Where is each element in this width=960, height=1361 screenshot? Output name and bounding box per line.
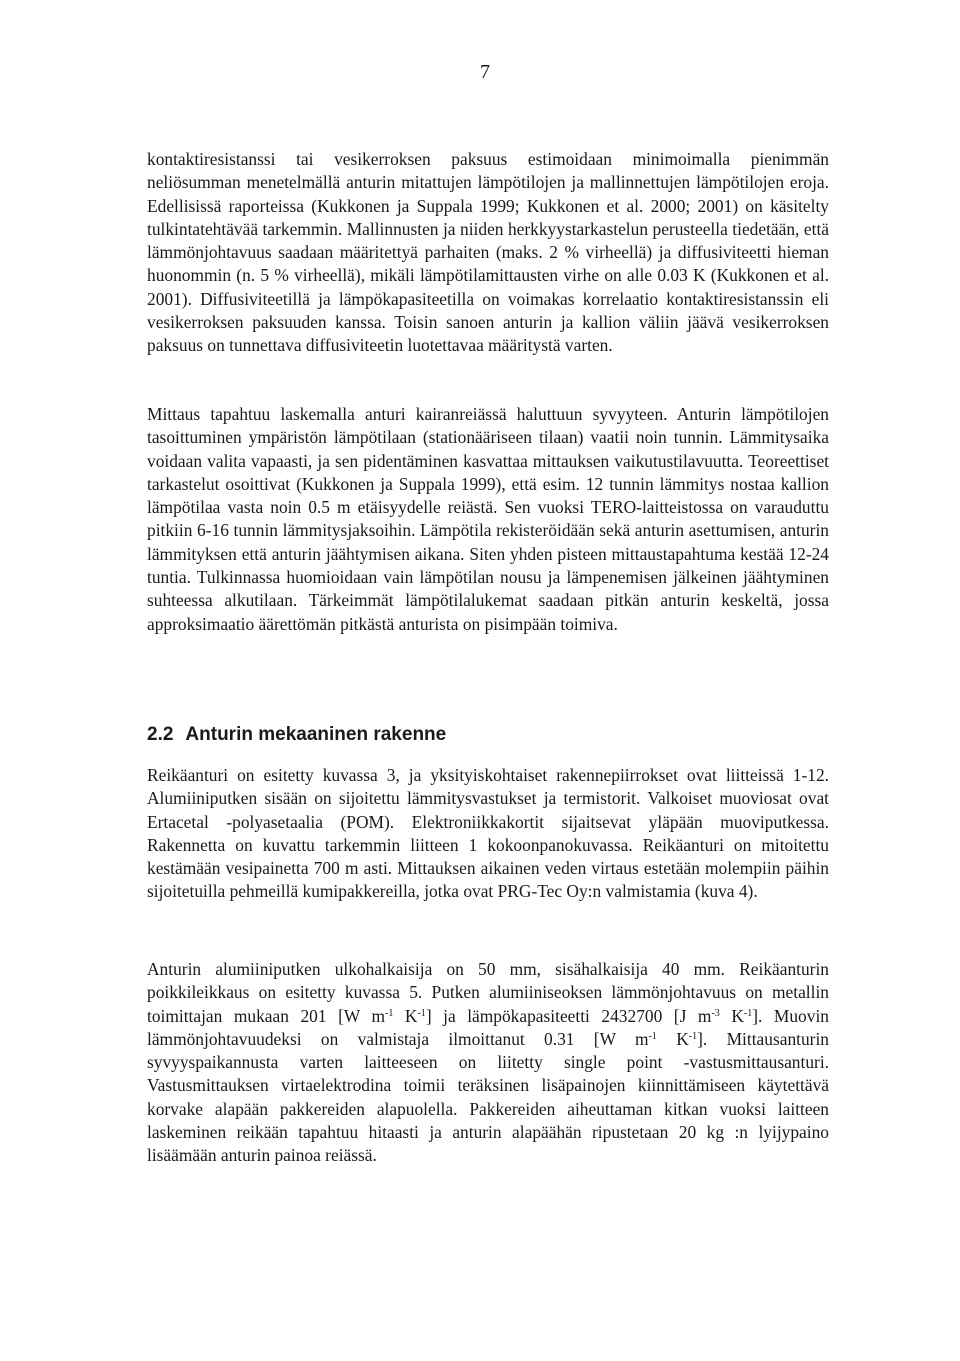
paragraph-measurement-procedure: Mittaus tapahtuu laskemalla anturi kairanreiässä haluttuun syvyyteen. Anturin lämpötilojen tasoittuminen ympäristön lämpötilaan (stationääriseen tilaan) vaatii noin tunnin. Lämmitysaika voidaan valita vapaasti, ja sen pidentäminen kasvattaa mittauksen vaikutustilavuutta. Teoreettiset tarkastelut osoittivat (Kukkonen ja Suppala 1999), että esim. 12 tunnin lämmitys nostaa kallion lämpötilaa vasta noin 0.5 m etäisyydelle reiästä. Sen vuoksi TERO-laitteistossa on varauduttu pitkiin 6-16 tunnin lämmitysjaksoihin. Lämpötila rekisteröidään sekä anturin asettumisen, anturin lämmityksen että anturin jäähtymisen aikana. Siten yhden pisteen mittaustapahtuma kestää 12-24 tuntia. Tulkinnassa huomioidaan vain lämpötilan nousu ja lämpenemisen jälkeinen jäähtyminen suhteessa alkutilaan. Tärkeimmät lämpötilalukemat saadaan pitkän anturin keskeltä, jossa approksimaatio äärettömän pitkästä anturista on pisimpään toimiva. [147,404,829,634]
section-number: 2.2 [147,724,174,745]
page-number: 7 [480,61,490,83]
paragraph-probe-dimensions: Anturin alumiiniputken ulkohalkaisija on 50 mm, sisähalkaisija 40 mm. Reikäanturin poikkileikkaus on esitetty kuvassa 5. Putken alumiiniseoksen lämmönjohtavuus on metallin toimittajan mukaan 201 [W $m^{-1}$ $K^{-1}$] ja lämpökapasiteetti 2432700 [J $m^{-3}$ $K^{-1}$]. Muovin lämmönjohtavuudeksi on valmistaja ilmoittanut 0.31 [W $m^{-1}$ $K^{-1}$]. Mittausanturin syvyyspaikannusta varten laitteeseen on liitetty single point -vastusmittausanturi. Vastusmittauksen virtaelektrodina toimii teräksinen lisäpainojen kiinnittämiseen käytettävä korvake alapään pakkereiden alapuolella. Pakkereiden aiheuttaman kitkan vuoksi laitteen laskeminen reikään tapahtuu hitaasti ja anturin alapäähän ripustetaan 20 kg :n lyijypaino lisäämään anturin painoa reiässä. [147,959,829,1166]
paragraph-contact-resistance: kontaktiresistanssi tai vesikerroksen paksuus estimoidaan minimoimalla pienimmän neliösumman menetelmällä anturin mitattujen lämpötilojen ja mallinnettujen lämpötilojen eroja. Edellisissä raporteissa (Kukkonen ja Suppala 1999; Kukkonen et al. 2000; 2001) on käsitelty tulkintatehtävää tarkemmin. Mallinnusten ja niiden herkkyystarkastelun perusteella tiedetään, että lämmönjohtavuus saadaan määritettyä parhaiten (maks. 2 % virheellä) ja diffusiviteetti hieman huonommin (n. 5 % virheellä), mikäli lämpötilamittausten virhe on alle 0.03 K (Kukkonen et al. 2001). Diffusiviteetillä ja lämpökapasiteetilla on voimakas korrelaatio kontaktiresistanssin eli vesikerroksen paksuuden kanssa. Toisin sanoen anturin ja kallion väliin jäävä vesikerroksen paksuus on tunnettava diffusiviteetin luotettavaa määritystä varten. [147,149,829,356]
section-heading [147,722,446,748]
paragraph-probe-structure: Reikäanturi on esitetty kuvassa 3, ja yksityiskohtaiset rakennepiirrokset ovat liitteissä 1-12. Alumiiniputken sisään on sijoitettu lämmitysvastukset ja termistorit. Valkoiset muoviosat ovat Ertacetal -polyasetaalia (POM). Elektroniikkakortit sijaitsevat yläpään muoviputkessa. Rakennetta on kuvattu tarkemmin liitteen 1 kokoonpanokuvassa. Reikäanturi on mitoitettu kestämään vesipainetta 700 m asti. Mittauksen aikainen veden virtaus estetään molempiin päihin sijoitetuilla pehmeillä kumipakkereilla, jotka ovat PRG-Tec Oy:n valmistamia (kuva 4). [147,765,829,902]
section-title: Anturin mekaaninen rakenne [185,724,447,745]
